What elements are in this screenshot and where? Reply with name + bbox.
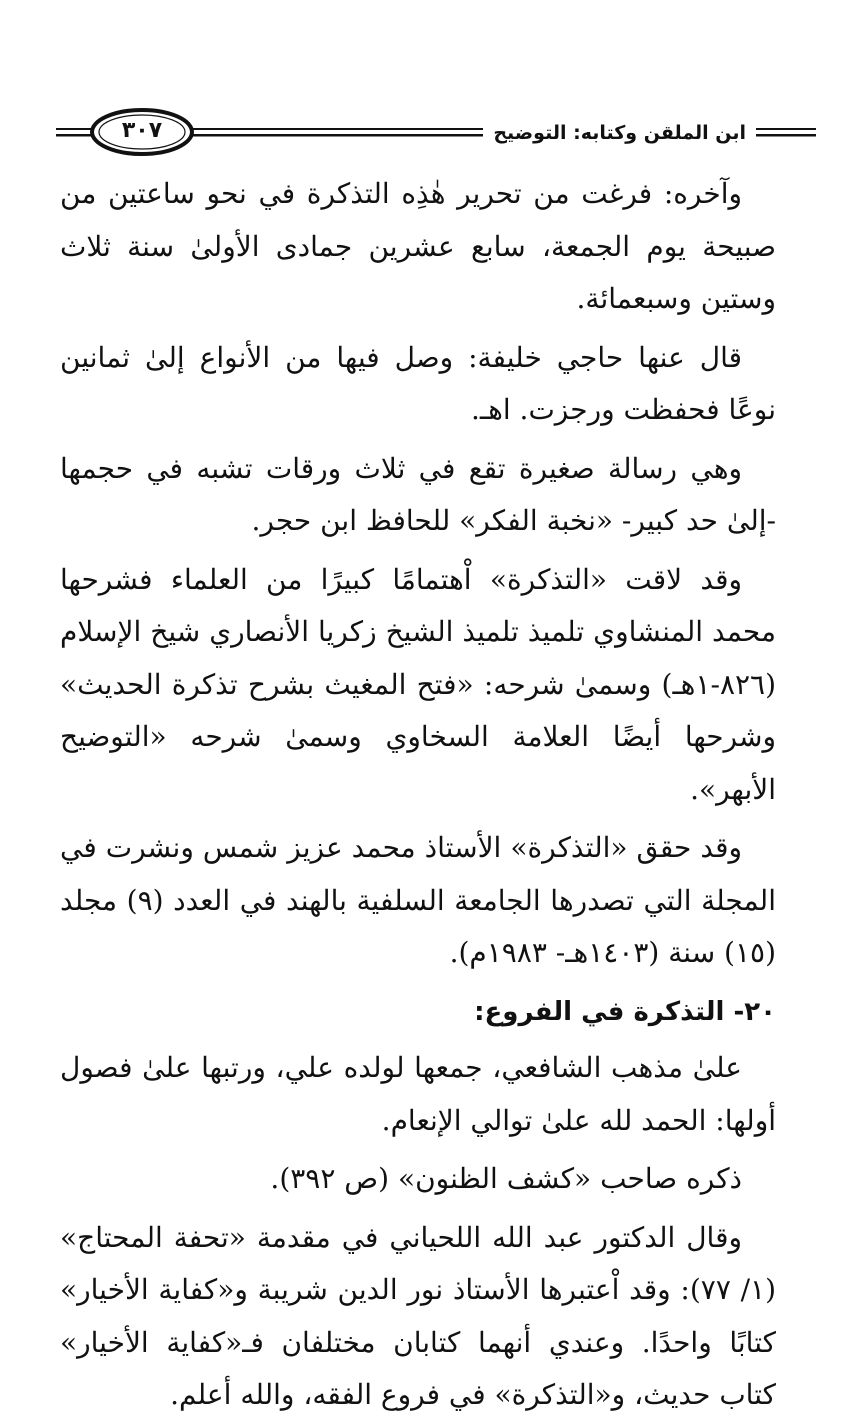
- paragraph: وقد لاقت «التذكرة» اْهتمامًا كبيرًا من العلماء فشرحها محمد المنشاوي تلميذ تلميذ الشيخ زكريا الأنصاري شيخ الإسلام (٨٢٦-١هـ) وسمىٰ شرحه: «فتح المغيث بشرح تذكرة الحديث» وشرحها أيضًا العلامة السخاوي وسمىٰ شرحه «التوضيح الأبهر».: [60, 562, 776, 806]
- page-number: ٣٠٧: [121, 118, 163, 143]
- reference-line: ذكره صاحب «كشف الظنون» (ص ٣٩٢).: [270, 1162, 742, 1195]
- running-header: [56, 106, 816, 158]
- paragraph: وآخره: فرغت من تحرير هٰذِه التذكرة في نحو ساعتين من صبيحة يوم الجمعة، سابع عشرين جمادى الأولىٰ سنة ثلاث وستين وسبعمائة.: [60, 177, 776, 315]
- paragraph: وقال الدكتور عبد الله اللحياني في مقدمة «تحفة المحتاج» (١/ ٧٧): وقد اْعتبرها الأستاذ نور الدين شريبة و«كفاية الأخيار» كتابًا واحدًا. وعندي أنهما كتابان مختلفان فـ«كفاية الأخيار» كتاب حديث، و«التذكرة» في فروع الفقه، والله أعلم.: [60, 1220, 777, 1411]
- paragraph: علىٰ مذهب الشافعي، جمعها لولده علي، ورتبها علىٰ فصول أولها: الحمد لله علىٰ توالي الإنعام.: [60, 1051, 776, 1137]
- paragraph: وهي رسالة صغيرة تقع في ثلاث ورقات تشبه في حجمها -إلىٰ حد كبير- «نخبة الفكر» للحافظ ابن حجر.: [60, 451, 776, 537]
- section-heading: ٢٠- التذكرة في الفروع:: [474, 996, 776, 1027]
- paragraph: قال عنها حاجي خليفة: وصل فيها من الأنواع إلىٰ ثمانين نوعًا فحفظت ورجزت. اهـ.: [60, 340, 776, 426]
- page-body: [60, 168, 776, 1428]
- paragraph: وقد حقق «التذكرة» الأستاذ محمد عزيز شمس ونشرت في المجلة التي تصدرها الجامعة السلفية بالهند في العدد (٩) مجلد (١٥) سنة (١٤٠٣هـ- ١٩٨٣م).: [60, 831, 776, 969]
- header-title: ابن الملقن وكتابه: التوضيح: [483, 120, 756, 146]
